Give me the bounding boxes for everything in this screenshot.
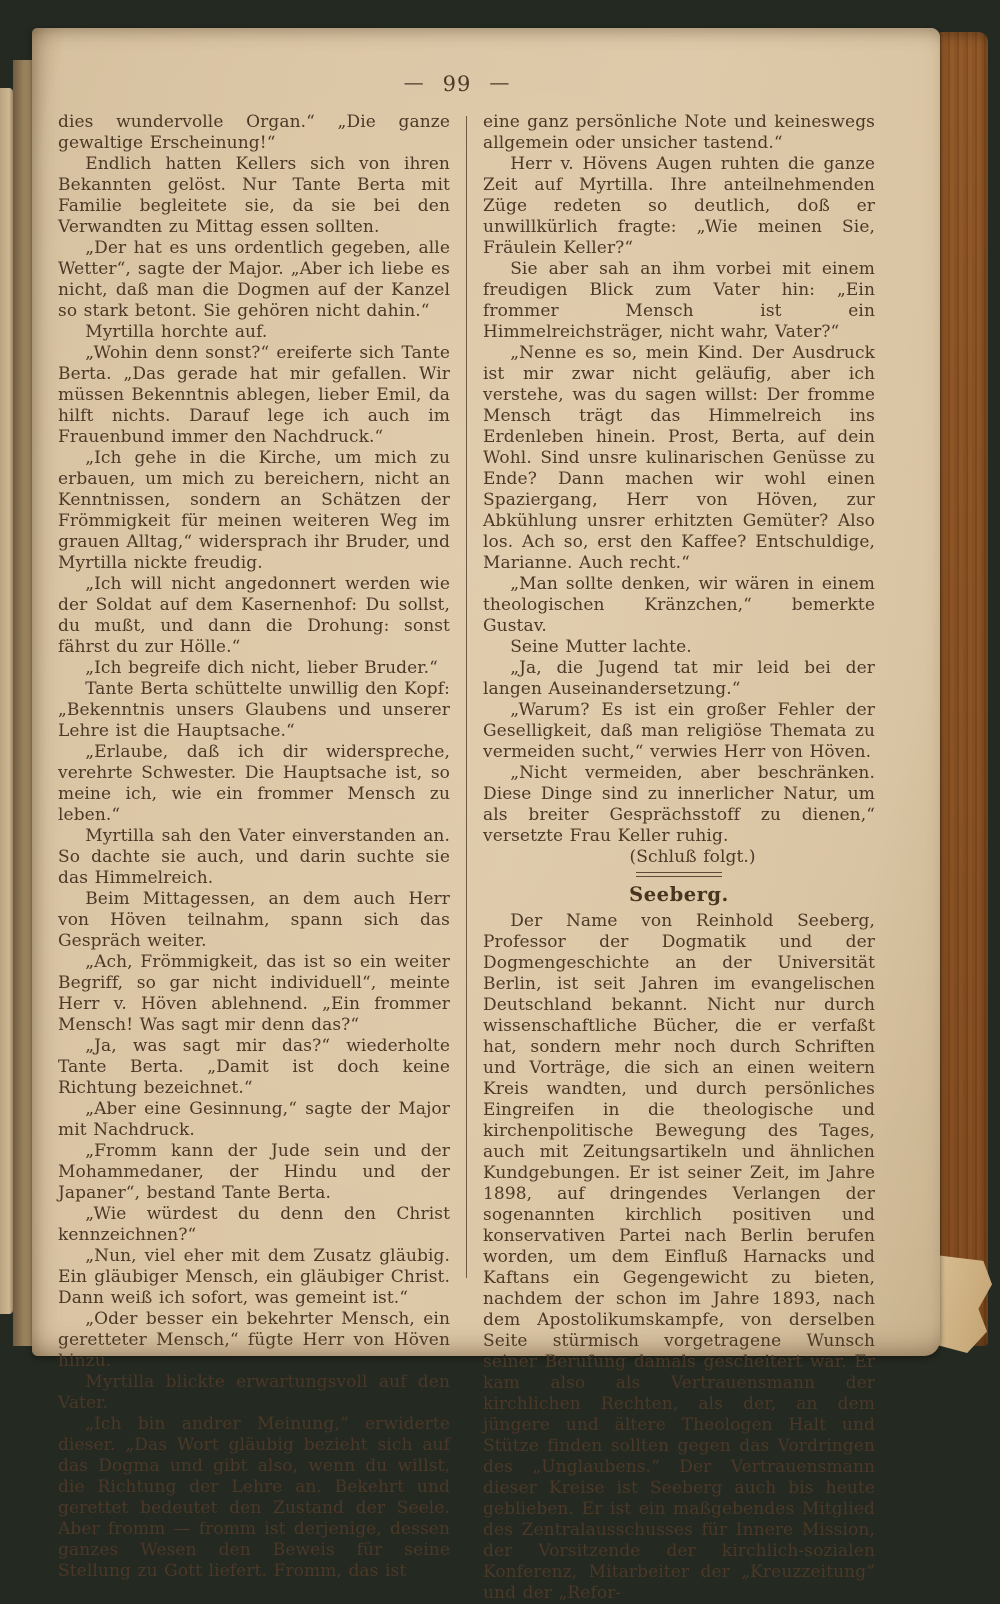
section-heading: Seeberg. — [629, 883, 729, 906]
left-column — [58, 112, 450, 1582]
paragraph: „Wie würdest du denn den Christ kennzeichnen?“ — [58, 1204, 450, 1245]
page-number-value: 99 — [442, 72, 472, 96]
paragraph: Seine Mutter lachte. — [510, 637, 692, 657]
paragraph: „Erlaube, daß ich dir widerspreche, verehrte Schwester. Die Hauptsache ist, so meine ich, wie ein frommer Mensch zu leben.“ — [58, 742, 450, 825]
paragraph: „Oder besser ein bekehrter Mensch, ein geretteter Mensch,“ fügte Herr von Höven hinzu. — [58, 1309, 450, 1371]
facing-page-edge — [0, 88, 13, 1314]
paragraph: Beim Mittagessen, an dem auch Herr von Höven teilnahm, spann sich das Gespräch weiter. — [58, 889, 450, 951]
paragraph: „Nicht vermeiden, aber beschränken. Diese Dinge sind zu innerlicher Natur, um als breiter Gesprächsstoff zu dienen,“ versetzte Frau Keller ruhig. — [483, 763, 875, 846]
paragraph: „Fromm kann der Jude sein und der Mohammedaner, der Hindu und der Japaner“, bestand Tante Berta. — [58, 1141, 450, 1203]
paragraph: Der Name von Reinhold Seeberg, Professor der Dogmatik und der Dogmengeschichte an der Universität Berlin, ist seit Jahren im evangelischen Deutschland bekannt. Nicht nur durch wissenschaftliche Bücher, die er verfaßt hat, sondern mehr noch durch Schriften und Vorträge, die sich an einen weitern Kreis wandten, und durch persönliches Eingreifen in die theologische und kirchenpolitische Bewegung des Tages, auch mit Zeitungsartikeln und ähnlichen Kundgebungen. Er ist seiner Zeit, im Jahre 1898, auf dringendes Verlangen der sogenannten kirchlich positiven und konservativen Partei nach Berlin berufen worden, um dem Einfluß Harnacks und Kaftans ein Gegengewicht zu bieten, nachdem der schon im Jahre 1893, nach dem Apostolikumskampfe, von derselben Seite stürmisch vorgetragene Wunsch seiner Berufung damals gescheitert war. Er kam also als Vertrauensmann der kirchlichen Rechten, als der, an dem jüngere und ältere Theologen Halt und Stütze finden sollten gegen das Vordringen des „Unglaubens.“ Der Vertrauensmann dieser Kreise ist Seeberg auch bis heute geblieben. Er ist ein maßgebendes Mitglied des Zentralausschusses für Innere Mission, der Vorsitzende der kirchlich-sozialen Konferenz, Mitarbeiter der „Kreuzzeitung“ und der „Refor- — [483, 911, 875, 1603]
paragraph: Tante Berta schüttelte unwillig den Kopf: „Bekenntnis unsers Glaubens und unserer Lehre ist die Hauptsache.“ — [58, 679, 450, 741]
paragraph: Sie aber sah an ihm vorbei mit einem freudigen Blick zum Vater hin: „Ein frommer Mensch ist ein Himmelreichsträger, nicht wahr, Vater?“ — [483, 259, 875, 342]
paragraph: Myrtilla horchte auf. — [85, 322, 268, 342]
paragraph: „Man sollte denken, wir wären in einem theologischen Kränzchen,“ bemerkte Gustav. — [483, 574, 875, 636]
paragraph: „Ach, Frömmigkeit, das ist so ein weiter Begriff, so gar nicht individuell“, meinte Herr v. Höven ablehnend. „Ein frommer Mensch! Was sagt mir denn das?“ — [58, 952, 450, 1035]
paragraph: „Der hat es uns ordentlich gegeben, alle Wetter“, sagte der Major. „Aber ich liebe es nicht, daß man die Dogmen auf der Kanzel so stark betont. Sie gehören nicht dahin.“ — [58, 238, 450, 321]
paragraph: „Ich bin andrer Meinung,“ erwiderte dieser. „Das Wort gläubig bezieht sich auf das Dogma und gibt also, wenn du willst, die Richtung der Lehre an. Bekehrt und gerettet bedeutet den Zustand der Seele. Aber fromm — fromm ist derjenige, dessen ganzes Wesen den Beweis für seine Stellung zu Gott liefert. Fromm, das ist — [58, 1414, 450, 1581]
page-sheet — [32, 28, 940, 1603]
paragraph: „Wohin denn sonst?“ ereiferte sich Tante Berta. „Das gerade hat mir gefallen. Wir müssen Bekenntnis ablegen, lieber Emil, da hilft nichts. Darauf lege ich auch im Frauenbund immer den Nachdruck.“ — [58, 343, 450, 447]
right-column — [483, 112, 875, 1604]
paragraph: dies wundervolle Organ.“ „Die ganze gewaltige Erscheinung!“ — [58, 112, 450, 153]
page-number-dash-left: — — [403, 70, 425, 94]
paragraph: Myrtilla sah den Vater einverstanden an. So dachte sie auch, und darin suchte sie das Himmelreich. — [58, 826, 450, 888]
section-separator-rule — [636, 872, 722, 877]
paragraph: eine ganz persönliche Note und keineswegs allgemein oder unsicher tastend.“ — [483, 112, 875, 153]
paragraph: Endlich hatten Kellers sich von ihren Bekannten gelöst. Nur Tante Berta mit Familie begleitete sie, da sie bei den Verwandten zu Mittag essen sollten. — [58, 154, 450, 237]
paragraph: „Ich begreife dich nicht, lieber Bruder.“ — [85, 658, 438, 678]
page-number-dash-right: — — [489, 70, 511, 94]
paragraph: Herr v. Hövens Augen ruhten die ganze Zeit auf Myrtilla. Ihre anteilnehmenden Züge redeten so deutlich, doß er unwillkürlich fragte: „Wie meinen Sie, Fräulein Keller?“ — [483, 154, 875, 258]
paragraph: Myrtilla blickte erwartungsvoll auf den Vater. — [58, 1372, 450, 1413]
closing-note: (Schluß folgt.) — [629, 847, 756, 867]
page-stack-edge — [936, 32, 988, 1346]
right-column-story-end — [483, 112, 875, 847]
paragraph: „Warum? Es ist ein großer Fehler der Geselligkeit, daß man religiöse Themata zu vermeiden sucht,“ verwies Herr von Höven. — [483, 700, 875, 762]
page-number — [32, 72, 882, 96]
right-column-new-section — [483, 911, 875, 1604]
paragraph: „Ich gehe in die Kirche, um mich zu erbauen, um mich zu bereichern, nicht an Kenntnissen, sondern an Schätzen der Frömmigkeit für meinen weiteren Weg im grauen Alltag,“ widersprach ihr Bruder, und Myrtilla nickte freudig. — [58, 448, 450, 573]
column-divider-rule — [466, 116, 467, 1278]
paragraph: „Aber eine Gesinnung,“ sagte der Major mit Nachdruck. — [58, 1099, 450, 1140]
paragraph: „Ich will nicht angedonnert werden wie der Soldat auf dem Kasernenhof: Du sollst, du mußt, und dann die Drohung: sonst fährst du zur Hölle.“ — [58, 574, 450, 657]
paragraph: „Ja, die Jugend tat mir leid bei der langen Auseinandersetzung.“ — [483, 658, 875, 699]
paragraph: „Nun, viel eher mit dem Zusatz gläubig. Ein gläubiger Mensch, ein gläubiger Christ. Dann weiß ich sofort, was gemeint ist.“ — [58, 1246, 450, 1308]
paragraph: „Nenne es so, mein Kind. Der Ausdruck ist mir zwar nicht geläufig, aber ich verstehe, was du sagen willst: Der fromme Mensch trägt das Himmelreich ins Erdenleben hinein. Prost, Berta, auf dein Wohl. Sind unsre kulinarischen Genüsse zu Ende? Dann machen wir wohl einen Spaziergang, Herr von Höven, zur Abkühlung unsrer erhitzten Gemüter? Also los. Ach so, erst den Kaffee? Entschuldige, Marianne. Auch recht.“ — [483, 343, 875, 573]
paragraph: „Ja, was sagt mir das?“ wiederholte Tante Berta. „Damit ist doch keine Richtung bezeichnet.“ — [58, 1036, 450, 1098]
text-columns — [58, 112, 875, 1604]
